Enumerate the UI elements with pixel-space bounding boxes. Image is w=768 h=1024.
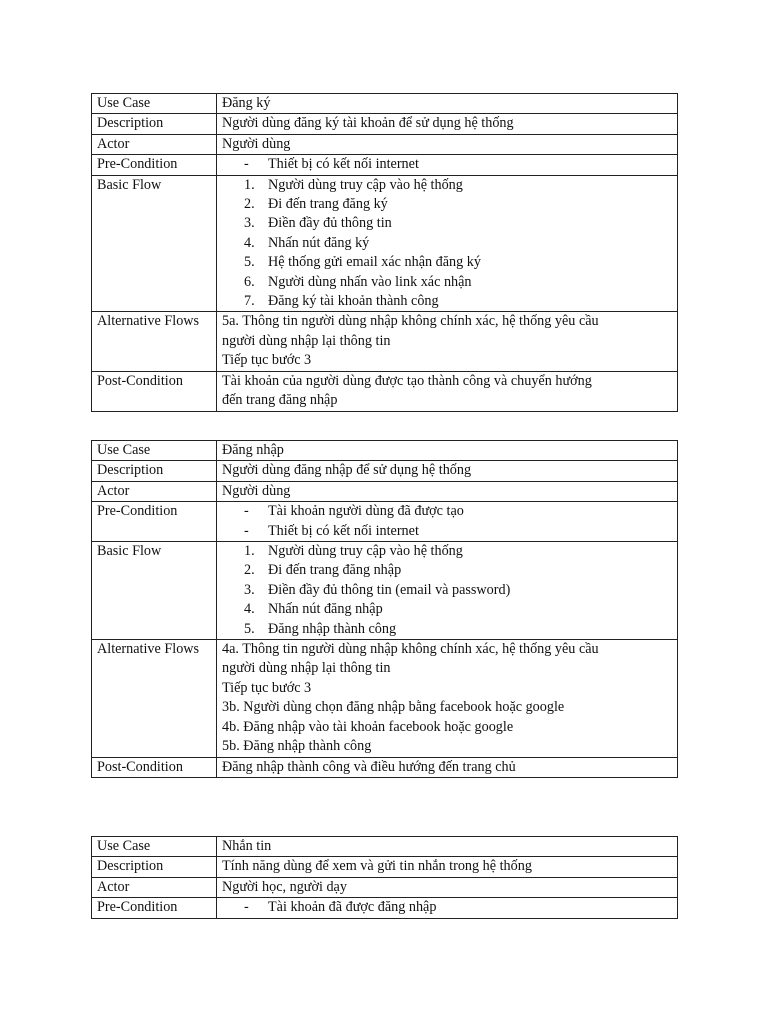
- ordered-item: [222, 620, 672, 639]
- item-text: Điền đầy đủ thông tin: [268, 215, 392, 232]
- field-label: Use Case: [92, 441, 217, 461]
- row-basic-flow: [92, 175, 678, 312]
- number-marker: 5.: [244, 254, 255, 271]
- item-text: Đăng ký tài khoản thành công: [268, 293, 439, 310]
- row-use-case: [92, 94, 678, 114]
- number-marker: 2.: [244, 562, 255, 579]
- bullet-item: [222, 502, 672, 521]
- ordered-item: [222, 542, 672, 561]
- field-value: [217, 542, 678, 640]
- text-line: Nhắn tin: [222, 838, 272, 854]
- ordered-item: [222, 600, 672, 619]
- field-label: Actor: [92, 134, 217, 154]
- number-marker: 4.: [244, 601, 255, 618]
- row-alternative-flows: [92, 312, 678, 371]
- field-value: [217, 114, 678, 134]
- field-value: [217, 502, 678, 542]
- field-label: Basic Flow: [92, 175, 217, 312]
- text-line: Người dùng: [222, 135, 291, 152]
- dash-marker: -: [244, 503, 249, 520]
- item-text: Tài khoản người dùng đã được tạo: [268, 503, 464, 520]
- text-line: 5b. Đăng nhập thành công: [222, 738, 372, 755]
- row-basic-flow: [92, 542, 678, 640]
- text-line: Người học, người dạy: [222, 878, 347, 895]
- row-actor: [92, 877, 678, 897]
- number-marker: 7.: [244, 293, 255, 310]
- row-pre-condition: [92, 155, 678, 175]
- field-label: Use Case: [92, 94, 217, 114]
- item-text: Đi đến trang đăng ký: [268, 196, 388, 213]
- field-value: [217, 441, 678, 461]
- field-value: [217, 312, 678, 371]
- item-text: Người dùng truy cập vào hệ thống: [268, 543, 463, 560]
- field-value: [217, 837, 678, 857]
- field-label: Post-Condition: [92, 757, 217, 777]
- row-pre-condition: [92, 898, 678, 918]
- text-line: 5a. Thông tin người dùng nhập không chính xác, hệ thống yêu cầu: [222, 313, 599, 330]
- field-value: [217, 757, 678, 777]
- row-pre-condition: [92, 502, 678, 542]
- ordered-item: [222, 581, 672, 600]
- field-value: [217, 134, 678, 154]
- field-label: Description: [92, 114, 217, 134]
- field-label: Description: [92, 461, 217, 481]
- ordered-item: [222, 292, 672, 311]
- ordered-item: [222, 253, 672, 272]
- number-marker: 4.: [244, 234, 255, 251]
- ordered-item: [222, 234, 672, 253]
- field-value: [217, 898, 678, 918]
- item-text: Người dùng nhấn vào link xác nhận: [268, 273, 472, 290]
- field-label: Alternative Flows: [92, 640, 217, 757]
- text-line: Đăng nhập thành công và điều hướng đến trang chủ: [222, 758, 516, 775]
- text-line: Người dùng đăng nhập để sử dụng hệ thống: [222, 462, 472, 479]
- number-marker: 3.: [244, 581, 255, 598]
- field-value: [217, 175, 678, 312]
- field-value: [217, 877, 678, 897]
- dash-marker: -: [244, 522, 249, 539]
- text-line: Người dùng đăng ký tài khoản để sử dụng hệ thống: [222, 115, 514, 132]
- text-line: Người dùng: [222, 482, 291, 499]
- row-alternative-flows: [92, 640, 678, 757]
- text-line: Tài khoản của người dùng được tạo thành công và chuyển hướng: [222, 372, 592, 389]
- field-label: Pre-Condition: [92, 898, 217, 918]
- item-text: Nhấn nút đăng ký: [268, 234, 370, 251]
- use-case-table-login: [91, 440, 678, 778]
- field-label: Basic Flow: [92, 542, 217, 640]
- item-text: Tài khoản đã được đăng nhập: [268, 899, 437, 916]
- row-actor: [92, 481, 678, 501]
- field-label: Pre-Condition: [92, 155, 217, 175]
- field-label: Alternative Flows: [92, 312, 217, 371]
- text-line: Đăng ký: [222, 95, 271, 111]
- text-line: đến trang đăng nhập: [222, 392, 338, 409]
- row-description: [92, 114, 678, 134]
- field-label: Pre-Condition: [92, 502, 217, 542]
- number-marker: 2.: [244, 196, 255, 213]
- bullet-item: [222, 522, 672, 541]
- field-value: [217, 640, 678, 757]
- row-use-case: [92, 441, 678, 461]
- ordered-item: [222, 214, 672, 233]
- item-text: Thiết bị có kết nối internet: [268, 156, 419, 173]
- ordered-item: [222, 273, 672, 292]
- number-marker: 1.: [244, 176, 255, 193]
- field-label: Post-Condition: [92, 371, 217, 411]
- field-value: [217, 155, 678, 175]
- ordered-item: [222, 176, 672, 195]
- number-marker: 5.: [244, 620, 255, 637]
- bullet-item: [222, 155, 672, 174]
- text-line: Tính năng dùng để xem và gửi tin nhắn trong hệ thống: [222, 858, 532, 875]
- text-line: Tiếp tục bước 3: [222, 679, 312, 696]
- row-use-case: [92, 837, 678, 857]
- text-line: Đăng nhập: [222, 442, 284, 458]
- bullet-item: [222, 898, 672, 917]
- field-label: Use Case: [92, 837, 217, 857]
- field-value: [217, 461, 678, 481]
- field-label: Actor: [92, 481, 217, 501]
- text-line: Tiếp tục bước 3: [222, 352, 312, 369]
- item-text: Điền đầy đủ thông tin (email và password): [268, 581, 511, 598]
- text-line: 4b. Đăng nhập vào tài khoản facebook hoặc google: [222, 718, 514, 735]
- row-actor: [92, 134, 678, 154]
- row-post-condition: [92, 757, 678, 777]
- field-label: Actor: [92, 877, 217, 897]
- use-case-table-messaging: [91, 836, 678, 919]
- item-text: Nhấn nút đăng nhập: [268, 601, 383, 618]
- number-marker: 1.: [244, 543, 255, 560]
- item-text: Đăng nhập thành công: [268, 620, 397, 637]
- text-line: 3b. Người dùng chọn đăng nhập bằng facebook hoặc google: [222, 699, 565, 716]
- row-post-condition: [92, 371, 678, 411]
- field-label: Description: [92, 857, 217, 877]
- use-case-table-register: [91, 93, 678, 412]
- ordered-item: [222, 561, 672, 580]
- field-value: [217, 371, 678, 411]
- text-line: người dùng nhập lại thông tin: [222, 660, 391, 677]
- item-text: Thiết bị có kết nối internet: [268, 522, 419, 539]
- row-description: [92, 461, 678, 481]
- field-value: [217, 94, 678, 114]
- ordered-item: [222, 195, 672, 214]
- field-value: [217, 857, 678, 877]
- item-text: Đi đến trang đăng nhập: [268, 562, 402, 579]
- number-marker: 6.: [244, 273, 255, 290]
- dash-marker: -: [244, 899, 249, 916]
- text-line: 4a. Thông tin người dùng nhập không chính xác, hệ thống yêu cầu: [222, 641, 599, 658]
- text-line: người dùng nhập lại thông tin: [222, 332, 391, 349]
- field-value: [217, 481, 678, 501]
- item-text: Người dùng truy cập vào hệ thống: [268, 176, 463, 193]
- item-text: Hệ thống gửi email xác nhận đăng ký: [268, 254, 481, 271]
- dash-marker: -: [244, 156, 249, 173]
- row-description: [92, 857, 678, 877]
- number-marker: 3.: [244, 215, 255, 232]
